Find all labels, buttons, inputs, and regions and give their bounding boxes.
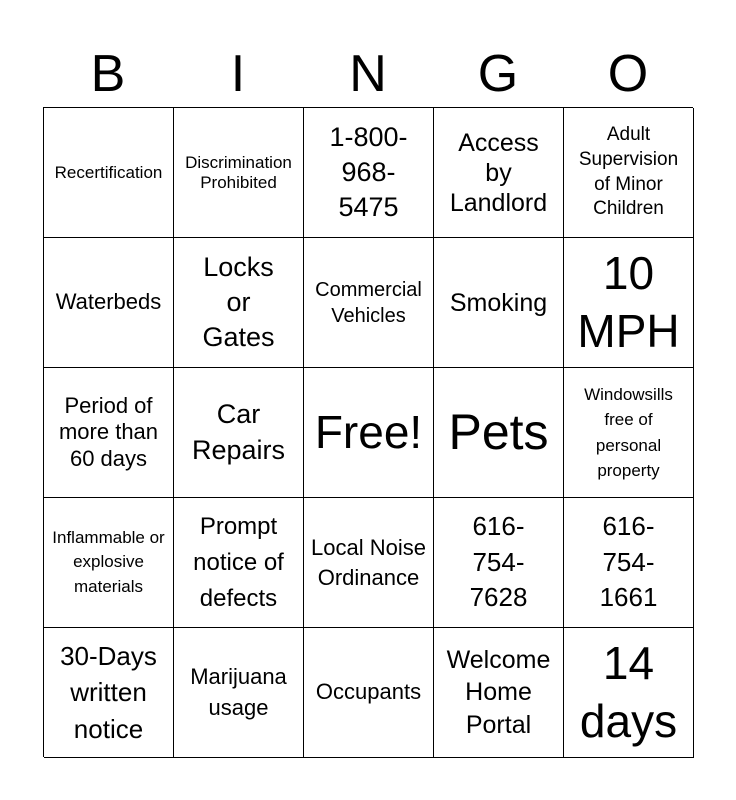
cell-label: Windowsills free of personal property <box>584 384 673 480</box>
cell-label: 10 MPH <box>577 247 680 357</box>
cell-label: Local Noise Ordinance <box>311 535 426 590</box>
bingo-cell-r2-c4[interactable] <box>434 238 564 368</box>
cell-label: 30-Days written notice <box>60 640 157 744</box>
bingo-cell-r2-c2[interactable] <box>174 238 304 368</box>
cell-label: Pets <box>448 404 549 460</box>
cell-label: Welcome Home Portal <box>446 645 551 739</box>
bingo-cell-r3-c1[interactable] <box>44 368 174 498</box>
cell-label: Discrimination Prohibited <box>185 152 292 192</box>
bingo-cell-r4-c3[interactable] <box>304 498 434 628</box>
cell-label: Commercial Vehicles <box>315 278 422 327</box>
bingo-cell-r3-c5[interactable] <box>564 368 694 498</box>
bingo-cell-r4-c1[interactable] <box>44 498 174 628</box>
cell-label: Locks or Gates <box>202 251 275 353</box>
cell-label: Marijuana usage <box>190 664 287 720</box>
bingo-cell-r3-c2[interactable] <box>174 368 304 498</box>
cell-label: Recertification <box>54 162 163 182</box>
cell-label: 14 days <box>579 637 678 747</box>
bingo-cell-r3-c4[interactable] <box>434 368 564 498</box>
bingo-cell-r4-c2[interactable] <box>174 498 304 628</box>
header-letter-g: G <box>477 45 519 103</box>
bingo-cell-r1-c4[interactable] <box>434 108 564 238</box>
bingo-cell-r5-c2[interactable] <box>174 628 304 758</box>
cell-label: 616-754-7628 <box>469 510 528 613</box>
bingo-cell-r5-c5[interactable] <box>564 628 694 758</box>
header-letter-o: O <box>607 45 649 103</box>
bingo-cell-r1-c5[interactable] <box>564 108 694 238</box>
bingo-cell-r2-c3[interactable] <box>304 238 434 368</box>
cell-label: Free! <box>314 405 423 458</box>
cell-label: Car Repairs <box>191 399 286 465</box>
cell-label: Occupants <box>315 679 422 705</box>
header-letter-n: N <box>349 45 387 103</box>
bingo-cell-r5-c1[interactable] <box>44 628 174 758</box>
header-letter-b: B <box>90 45 126 103</box>
bingo-cell-r3-c3[interactable] <box>304 368 434 498</box>
bingo-cell-r1-c2[interactable] <box>174 108 304 238</box>
cell-label: Smoking <box>449 288 548 317</box>
cell-label: Waterbeds <box>55 289 162 315</box>
cell-label: Period of more than 60 days <box>58 392 159 471</box>
bingo-cell-r5-c3[interactable] <box>304 628 434 758</box>
bingo-cell-r5-c4[interactable] <box>434 628 564 758</box>
bingo-cell-r2-c5[interactable] <box>564 238 694 368</box>
cell-label: Prompt notice of defects <box>193 512 284 612</box>
bingo-cell-r2-c1[interactable] <box>44 238 174 368</box>
header-letter-i: I <box>230 45 246 103</box>
bingo-header <box>43 42 693 106</box>
bingo-cell-r1-c3[interactable] <box>304 108 434 238</box>
cell-label: 1-800-968-5475 <box>329 121 408 223</box>
cell-label: Adult Supervision of Minor Children <box>578 124 679 220</box>
bingo-cell-r4-c5[interactable] <box>564 498 694 628</box>
cell-label: Access by Landlord <box>449 128 548 217</box>
bingo-board <box>43 107 693 757</box>
cell-label: 616-754-1661 <box>599 510 658 613</box>
cell-label: Inflammable or explosive materials <box>52 527 165 596</box>
bingo-cell-r1-c1[interactable] <box>44 108 174 238</box>
bingo-cell-r4-c4[interactable] <box>434 498 564 628</box>
